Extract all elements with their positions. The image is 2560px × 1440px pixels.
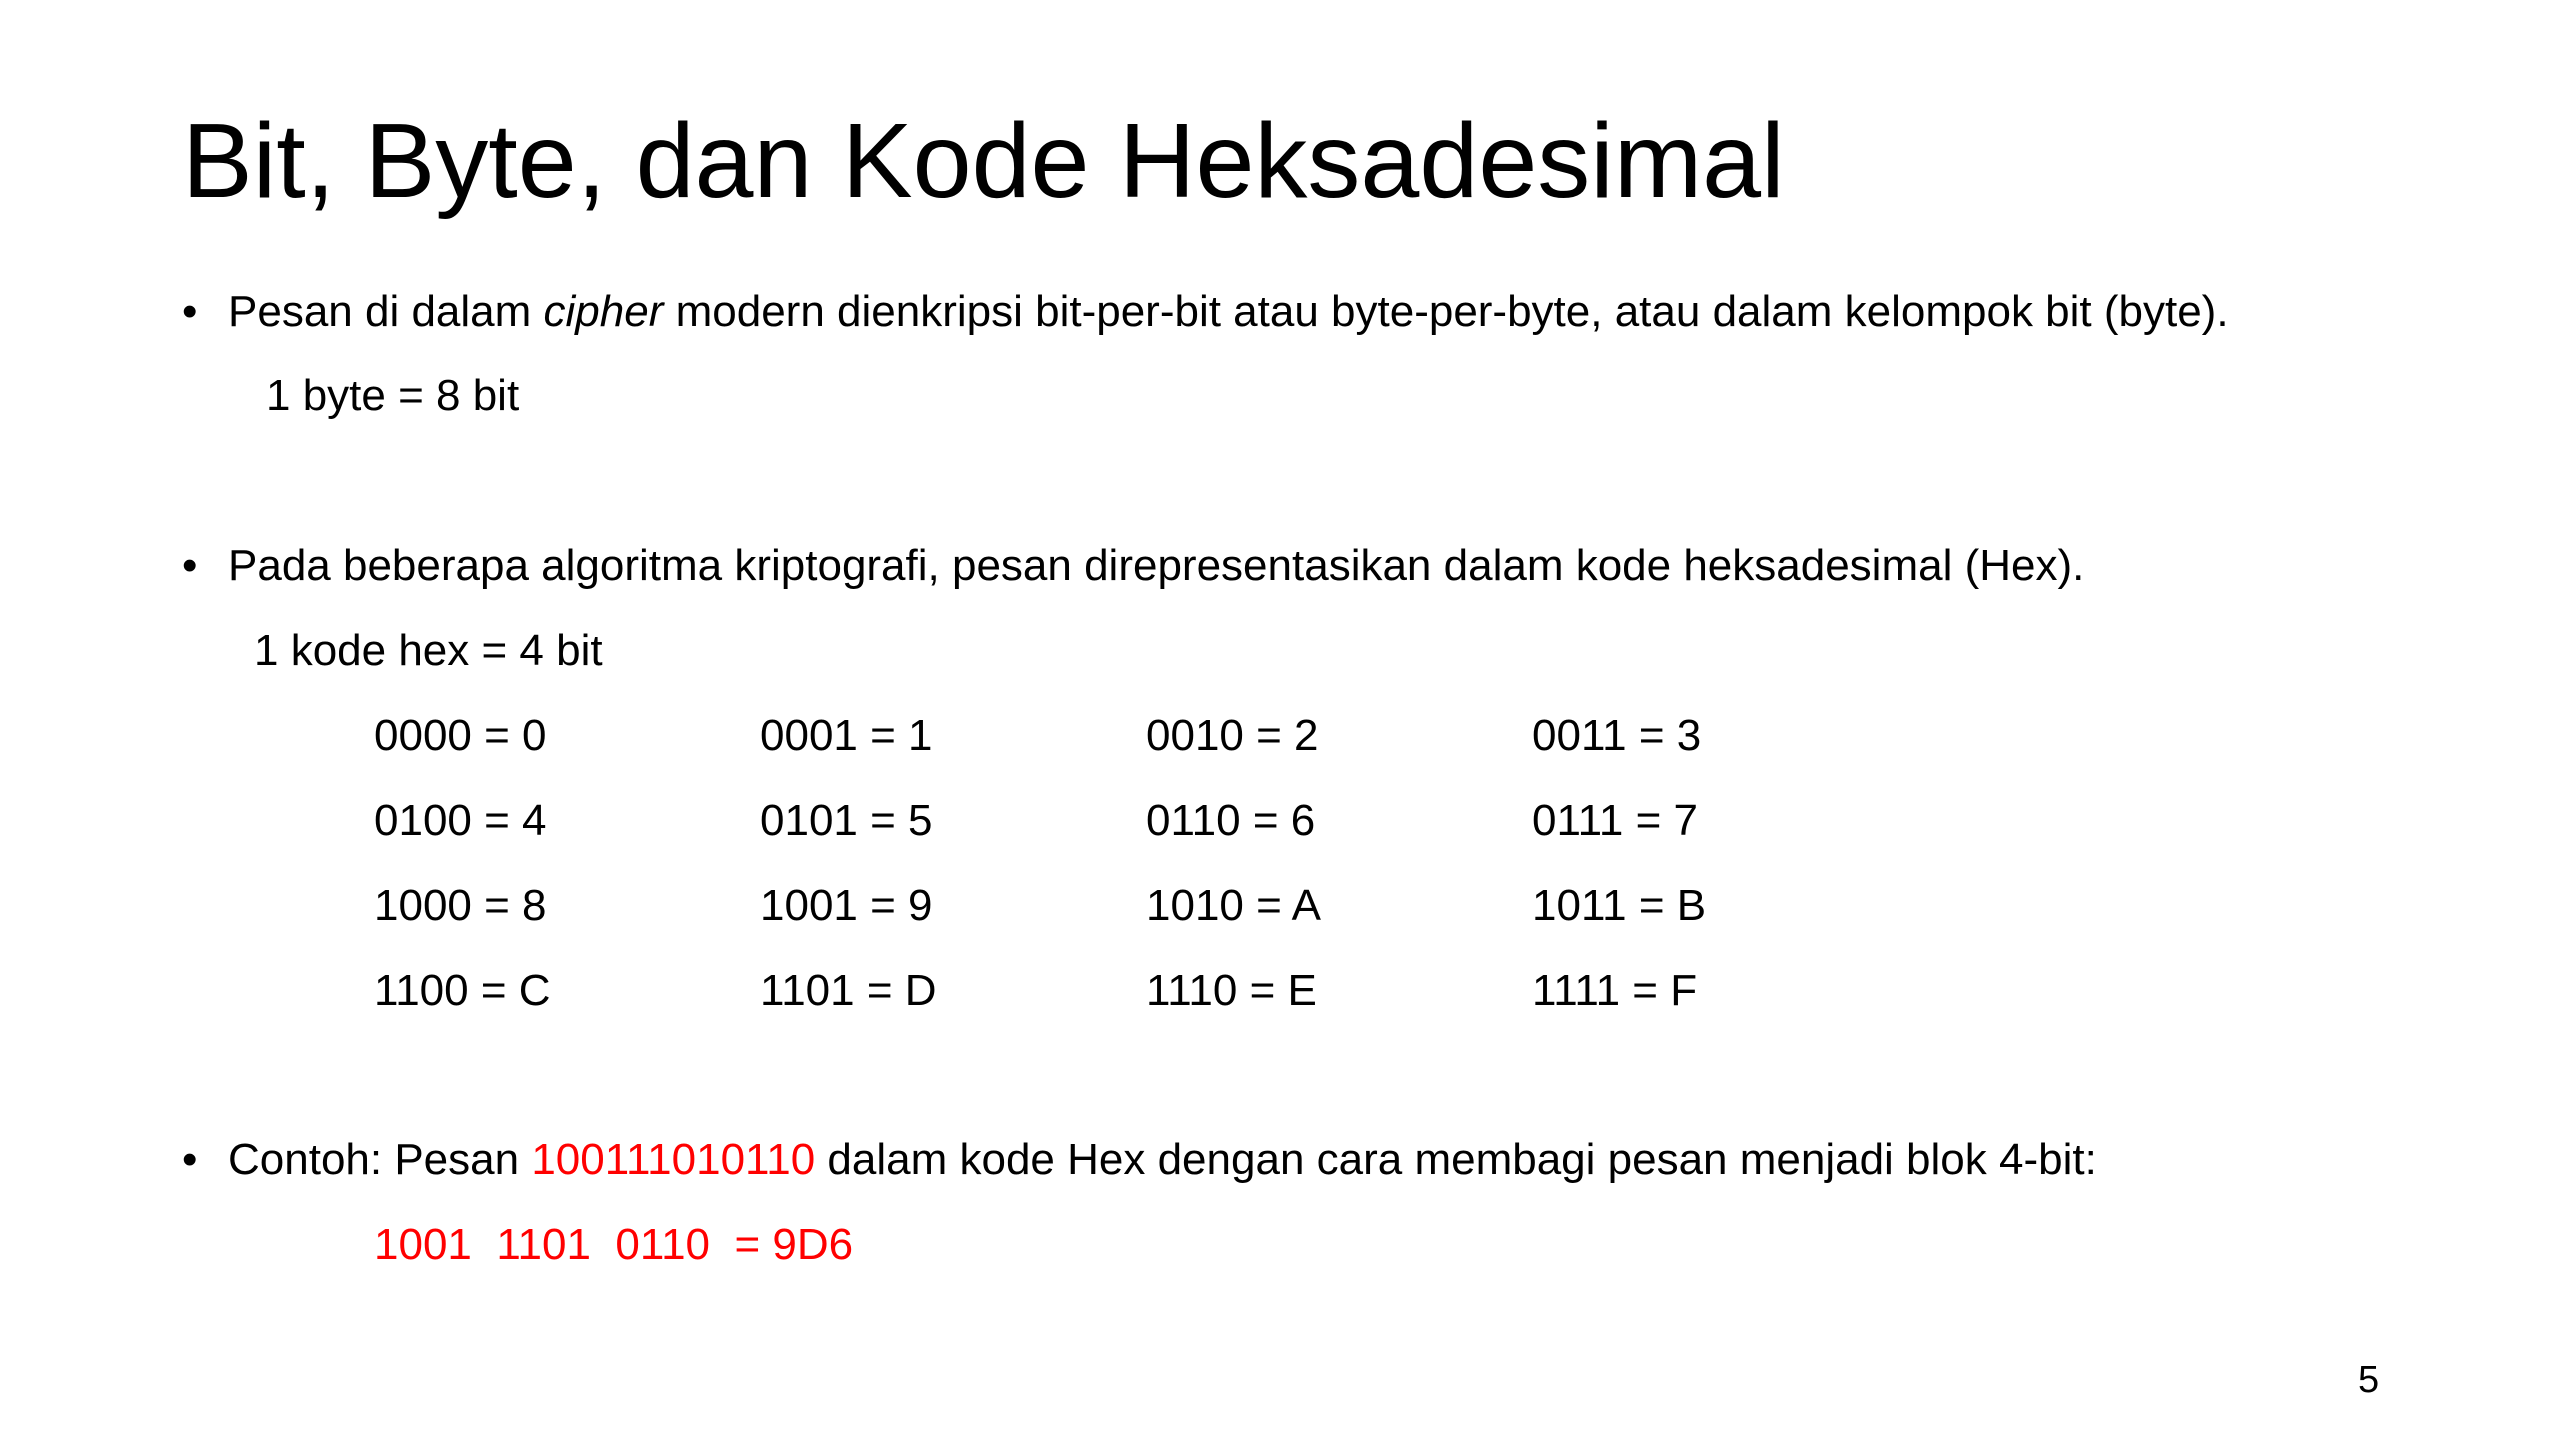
hex-cell: 0011 = 3	[1532, 711, 1702, 760]
slide-title: Bit, Byte, dan Kode Heksadesimal	[182, 102, 1785, 220]
bullet-dot-3: •	[182, 1135, 198, 1184]
page-number: 5	[2358, 1359, 2380, 1401]
bullet-1-italic-word: cipher	[543, 287, 664, 336]
hex-cell: 1000 = 8	[374, 881, 547, 930]
hex-cell: 0100 = 4	[374, 796, 547, 845]
bullet-3-text-end: dalam kode Hex dengan cara membagi pesan menjadi blok 4-bit:	[815, 1135, 2097, 1184]
hex-cell: 1101 = D	[760, 966, 937, 1015]
bullet-3-text	[228, 1134, 2097, 1187]
bullet-1-text-end: modern dienkripsi bit-per-bit atau byte-per-byte, atau dalam kelompok bit (byte).	[663, 287, 2229, 336]
bullet-3-text-start: Contoh: Pesan	[228, 1135, 532, 1184]
hex-cell: 0110 = 6	[1146, 796, 1316, 845]
hex-cell: 1111 = F	[1532, 966, 1698, 1015]
hex-cell: 0001 = 1	[760, 711, 933, 760]
hex-cell: 1110 = E	[1146, 966, 1317, 1015]
bullet-dot-1: •	[182, 287, 198, 336]
hex-cell: 0000 = 0	[374, 711, 547, 760]
bullet-3-example-result: 1001 1101 0110 = 9D6	[374, 1220, 854, 1269]
bullet-1-text	[228, 286, 2229, 339]
hex-cell: 0010 = 2	[1146, 711, 1319, 760]
hex-cell: 1100 = C	[374, 966, 551, 1015]
bullet-dot-2: •	[182, 541, 198, 590]
bullet-1-subtext: 1 byte = 8 bit	[266, 371, 520, 420]
bullet-3-binary-message: 100111010110	[531, 1135, 816, 1184]
hex-cell: 0101 = 5	[760, 796, 933, 845]
hex-cell: 1011 = B	[1532, 881, 1707, 930]
hex-cell: 0111 = 7	[1532, 796, 1698, 845]
bullet-1-text-start: Pesan di dalam	[228, 287, 544, 336]
hex-cell: 1010 = A	[1146, 881, 1321, 930]
hex-cell: 1001 = 9	[760, 881, 933, 930]
bullet-2-subtext: 1 kode hex = 4 bit	[254, 626, 603, 675]
bullet-2-text: Pada beberapa algoritma kriptografi, pesan direpresentasikan dalam kode heksadesimal (Hex).	[228, 541, 2085, 590]
